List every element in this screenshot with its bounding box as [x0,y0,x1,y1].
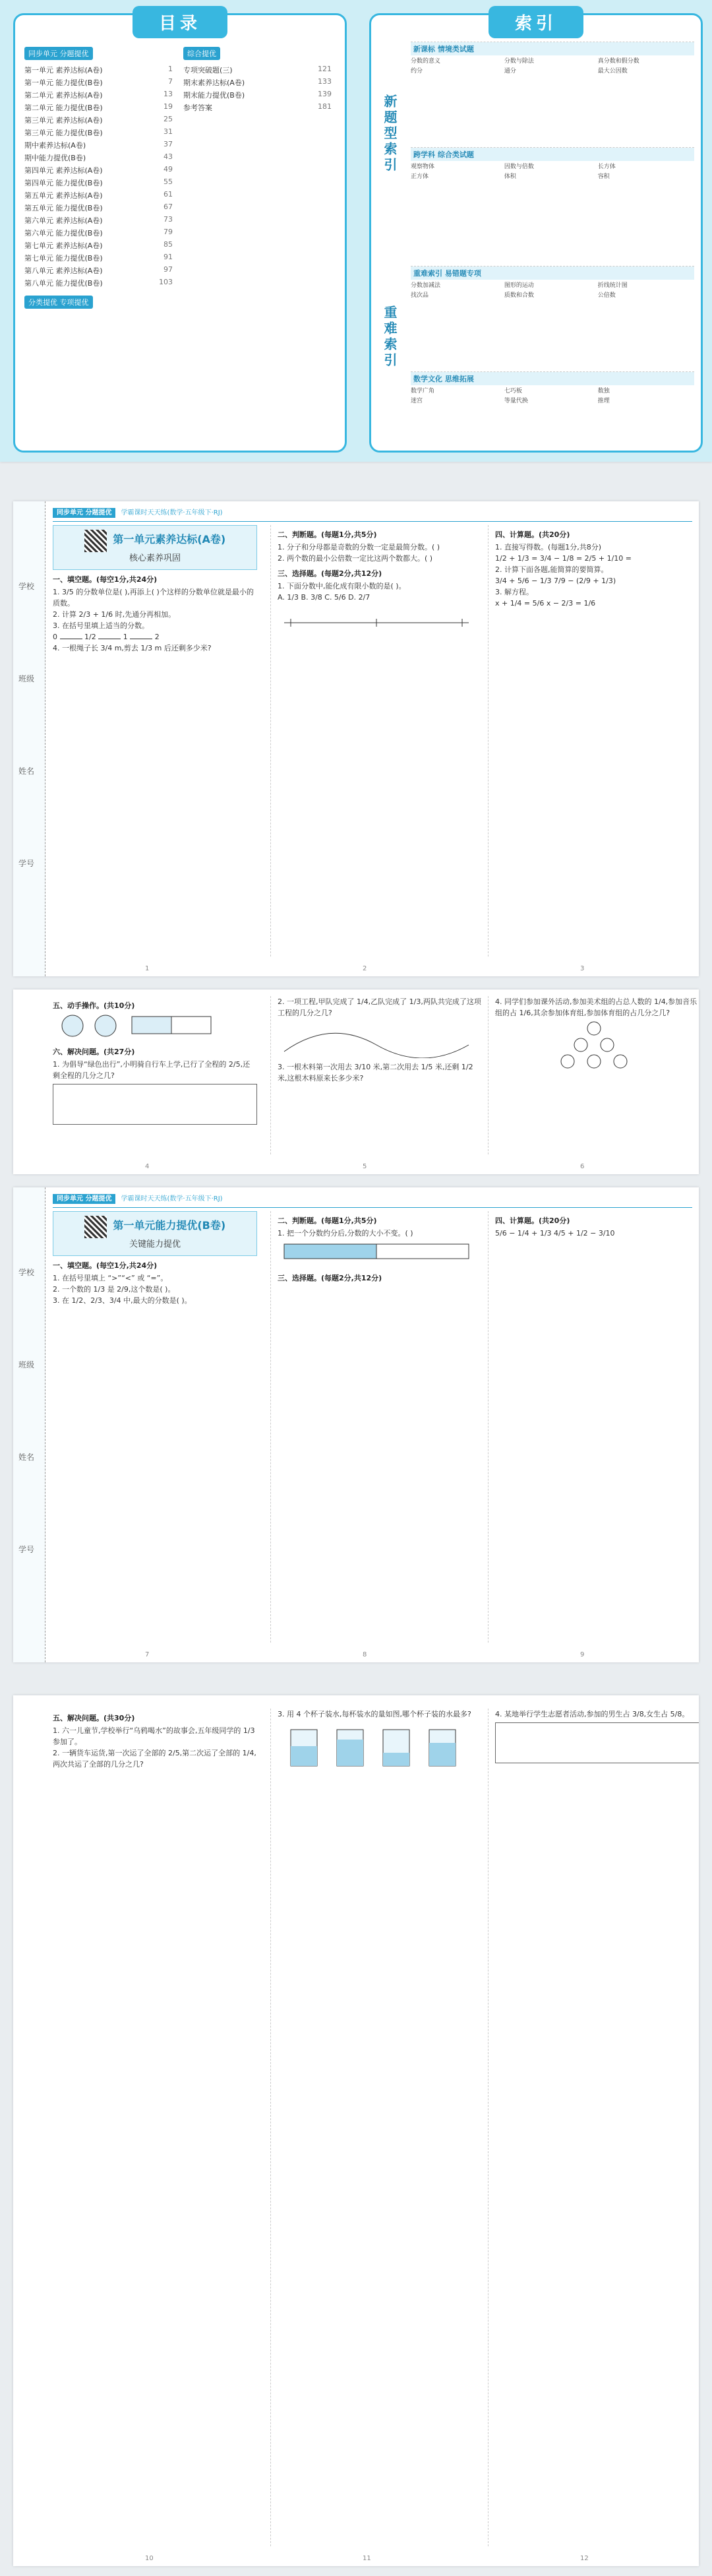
toc-entry[interactable]: 期末素养达标(A卷) 133 [183,77,332,87]
answer-box-4 [495,1722,699,1763]
toc-tag-sync: 同步单元 分题提优 [24,47,93,60]
binding-margin-3: 学校 班级 姓名 学号 [13,1187,45,1662]
fraction-bars [278,1239,475,1265]
exam-page-2: 五、动手操作。(共10分) 六、解决问题。(共27分) 1. 为倡导“绿色出行”,小明骑自行车上学,已行了全程的 2/5,还剩全程的几分之几? 2. 一项工程,甲队完成了 1/4,乙队完成了 1/3,两队共完成了这项工程的几分之几? 3. 一根木料第一次用去 3/10 米,第二次用去 1/5 米,还剩 1/2 米,这根木料原来长多少米? 4. 同学们参加课外活动,参加美术组的占总人数的 1/4,参加音乐组的占 1/6,其余参加体育组,参加体育组的占几分之几? 4 5 6 [13,990,699,1174]
index-panel [369,13,703,453]
toc-entry[interactable]: 第八单元 素养达标(A卷) 97 [24,265,173,275]
index-block-3-head: 重难索引 易错题专项 [411,267,694,280]
p4-column-3: 4. 某地举行学生志愿者活动,参加的男生占 3/8,女生占 5/8。 [488,1709,699,2546]
toc-col-right [183,42,332,115]
toc-entry[interactable]: 期中能力提优(B卷) 43 [24,152,173,162]
toc-entry[interactable]: 第六单元 素养达标(A卷) 73 [24,215,173,225]
toc-tag-special: 分类提优 专项提优 [24,296,93,309]
toc-entry[interactable]: 第三单元 素养达标(A卷) 25 [24,115,173,125]
toc-entry[interactable]: 第二单元 能力提优(B卷) 19 [24,102,173,112]
column-2: 二、判断题。(每题1分,共5分) 1. 分子和分母都是奇数的分数一定是最简分数。( ) 2. 两个数的最小公倍数一定比这两个数都大。( ) 三、选择题。(每题2分,共12分) 1. 下面分数中,能化成有限小数的是( )。 A. 1/3 B. 3/8 C. 5/6 D. 2/7 [270,525,482,957]
toc-entry[interactable]: 第八单元 能力提优(B卷) 103 [24,278,173,288]
toc-panel [13,13,347,453]
index-block-2-head: 跨学科 综合类试题 [411,148,694,161]
toc-entry[interactable]: 专项突破题(三) 121 [183,65,332,75]
exam-page-3: 学校 班级 姓名 学号 同步单元 分题提优 学霸课时天天练(数学·五年级下·RJ) 第一单元能力提优(B卷) 关键能力提优 一、填空题。(每空1分,共24分) 1. 在括号里填上 “>”“<” 或 “=”。 2. 一个数的 1/3 是 2/9,这个数是( )。 3. 在 1/2、2/3、3/4 中,最大的分数是( )。 二、判断题。(每题1分,共5分) 1. 把一个分数约分后,分数的大小不变。( ) 三、选择题。(每题2分,共12分) 四、计算题。(共20分) 5/6 − 1/4 + 1/3 4/5 + 1/2 − 3/10 7 8 9 [13,1187,699,1662]
page-header: 同步单元 分题提优 学霸课时天天练(数学·五年级下·RJ) [53,507,692,522]
p2-column-1: 五、动手操作。(共10分) 六、解决问题。(共27分) 1. 为倡导“绿色出行”,小明骑自行车上学,已行了全程的 2/5,还剩全程的几分之几? [53,996,257,1154]
toc-entry[interactable]: 期末能力提优(B卷) 139 [183,90,332,100]
index-block-1: 新课标 情境类试题 分数的意义 分数与除法 真分数和假分数 约分 通分 最大公因数 [411,42,694,75]
toc-entry[interactable]: 第二单元 素养达标(A卷) 13 [24,90,173,100]
toc-entry[interactable]: 第五单元 素养达标(A卷) 61 [24,190,173,200]
toc-entry[interactable]: 第四单元 素养达标(A卷) 49 [24,165,173,175]
number-line [278,603,475,643]
p3-column-1: 第一单元能力提优(B卷) 关键能力提优 一、填空题。(每空1分,共24分) 1. 在括号里填上 “>”“<” 或 “=”。 2. 一个数的 1/3 是 2/9,这个数是( )。 3. 在 1/2、2/3、3/4 中,最大的分数是( )。 [53,1211,257,1643]
cups-illustration [278,1720,475,1773]
p4-column-2: 3. 用 4 个杯子装水,每杯装水的量如图,哪个杯子装的水最多? [270,1709,482,2546]
toc-special-list [183,65,332,113]
unit-title-box: 第一单元素养达标(A卷) 核心素养巩固 [53,525,257,570]
toc-unit-list [24,65,173,288]
toc-entry[interactable]: 第七单元 能力提优(B卷) 91 [24,253,173,263]
toc-entry[interactable]: 第七单元 素养达标(A卷) 85 [24,240,173,250]
fraction-shapes [53,1013,251,1039]
toc-col-left [24,42,173,311]
answer-box [53,1084,257,1125]
circle-puzzle [495,1019,693,1071]
toc-title: 目录 [133,6,227,38]
p2-column-3: 4. 同学们参加课外活动,参加美术组的占总人数的 1/4,参加音乐组的占 1/6,其余参加体育组,参加体育组的占几分之几? [488,996,699,1154]
index-block-1-head: 新课标 情境类试题 [411,42,694,55]
qr-code-icon [84,1216,107,1238]
index-block-4-head: 数学文化 思维拓展 [411,372,694,385]
p4-column-1: 五、解决问题。(共30分) 1. 六一儿童节,学校举行“乌鸦喝水”的故事会,五年级同学的 1/3 参加了。 2. 一辆货车运货,第一次运了全部的 2/5,第二次运了全部的 1/4,两次共运了全部的几分之几? [53,1714,256,1769]
exam-page-4: 五、解决问题。(共30分) 1. 六一儿童节,学校举行“乌鸦喝水”的故事会,五年级同学的 1/3 参加了。 2. 一辆货车运货,第一次运了全部的 2/5,第二次运了全部的 1/4,两次共运了全部的几分之几? 3. 用 4 个杯子装水,每杯装水的量如图,哪个杯子装的水最多? 4. 某地举行学生志愿者活动,参加的男生占 3/8,女生占 5/8。 10 11 12 [13,1695,699,2566]
toc-entry[interactable]: 第五单元 能力提优(B卷) 67 [24,203,173,212]
index-block-4: 数学文化 思维拓展 数学广角 七巧板 数独 迷宫 等量代换 推理 [411,371,694,405]
line-diagram [278,1019,475,1058]
cover-page [0,0,712,462]
exam-page-1: 学校 班级 姓名 学号 同步单元 分题提优 学霸课时天天练(数学·五年级下·RJ) 第一单元素养达标(A卷) 核心素养巩固 一、填空题。(每空1分,共24分) 1. 3/5 的分数单位是( ),再添上( )个这样的分数单位就是最小的质数。 2. 计算 2/3 + 1/6 时,先通分再相加。 3. 在括号里填上适当的分数。 0 1/2 1 2 4. 一根绳子长 3/4 m,剪去 1/3 m 后还剩多少米? 二、判断题。(每题1分,共5分) 1. 分子和分母都是奇数的分数一定是最简分数。( ) 2. 两个数的最小公倍数一定比这两个数都大。( ) 三、选择题。(每题2分,共12分) 1. 下面分数中,能化成有限小数的是( )。 A. 1/3 B. 3/8 C. 5/6 D. 2/7 四、计算题。(共20分) 1. 直接写得数。(每题1分,共8分) 1/2 + 1/3 = 3/4 − 1/8 = 2/5 + 1/10 = 2. 计算下面各题,能简算的要简算。 3/4 + 5/6 − 1/3 7/9 − (2/9 + 1/3) 3. 解方程。 x + 1/4 = 5/6 x − 2/3 = 1/6 1 2 3 [13,501,699,976]
p2-column-2: 2. 一项工程,甲队完成了 1/4,乙队完成了 1/3,两队共完成了这项工程的几分之几? 3. 一根木料第一次用去 3/10 米,第二次用去 1/5 米,还剩 1/2 米,这根木料原来长多少米? [270,996,482,1154]
binding-margin: 学校 班级 姓名 学号 [13,501,45,976]
index-section-new: 新题型索引 [382,94,398,173]
toc-entry[interactable]: 第六单元 能力提优(B卷) 79 [24,228,173,237]
page-header-3: 同步单元 分题提优 学霸课时天天练(数学·五年级下·RJ) [53,1193,692,1208]
toc-tag-comprehensive: 综合提优 [183,47,220,60]
toc-entry[interactable]: 第四单元 能力提优(B卷) 55 [24,177,173,187]
toc-entry[interactable]: 参考答案 181 [183,102,332,112]
index-section-key: 重难索引 [382,305,398,369]
index-block-3: 重难索引 易错题专项 分数加减法 图形的运动 折线统计图 找次品 质数和合数 公倍数 [411,266,694,299]
p3-column-3: 四、计算题。(共20分) 5/6 − 1/4 + 1/3 4/5 + 1/2 − 3/10 [488,1211,699,1643]
column-3: 四、计算题。(共20分) 1. 直接写得数。(每题1分,共8分) 1/2 + 1/3 = 3/4 − 1/8 = 2/5 + 1/10 = 2. 计算下面各题,能简算的要简算。 3/4 + 5/6 − 1/3 7/9 − (2/9 + 1/3) 3. 解方程。 x + 1/4 = 5/6 x − 2/3 = 1/6 [488,525,699,957]
toc-entry[interactable]: 第一单元 素养达标(A卷) 1 [24,65,173,75]
p3-column-2: 二、判断题。(每题1分,共5分) 1. 把一个分数约分后,分数的大小不变。( ) 三、选择题。(每题2分,共12分) [270,1211,482,1643]
index-title: 索引 [489,6,583,38]
index-block-2: 跨学科 综合类试题 观察物体 因数与倍数 长方体 正方体 体积 容积 [411,147,694,181]
toc-entry[interactable]: 第一单元 能力提优(B卷) 7 [24,77,173,87]
toc-entry[interactable]: 期中素养达标(A卷) 37 [24,140,173,150]
column-1: 第一单元素养达标(A卷) 核心素养巩固 一、填空题。(每空1分,共24分) 1. 3/5 的分数单位是( ),再添上( )个这样的分数单位就是最小的质数。 2. 计算 2/3 + 1/6 时,先通分再相加。 3. 在括号里填上适当的分数。 0 1/2 1 2 4. 一根绳子长 3/4 m,剪去 1/3 m 后还剩多少米? [53,525,257,957]
toc-entry[interactable]: 第三单元 能力提优(B卷) 31 [24,127,173,137]
unit-title-box-3: 第一单元能力提优(B卷) 关键能力提优 [53,1211,257,1256]
qr-code-icon [84,530,107,552]
